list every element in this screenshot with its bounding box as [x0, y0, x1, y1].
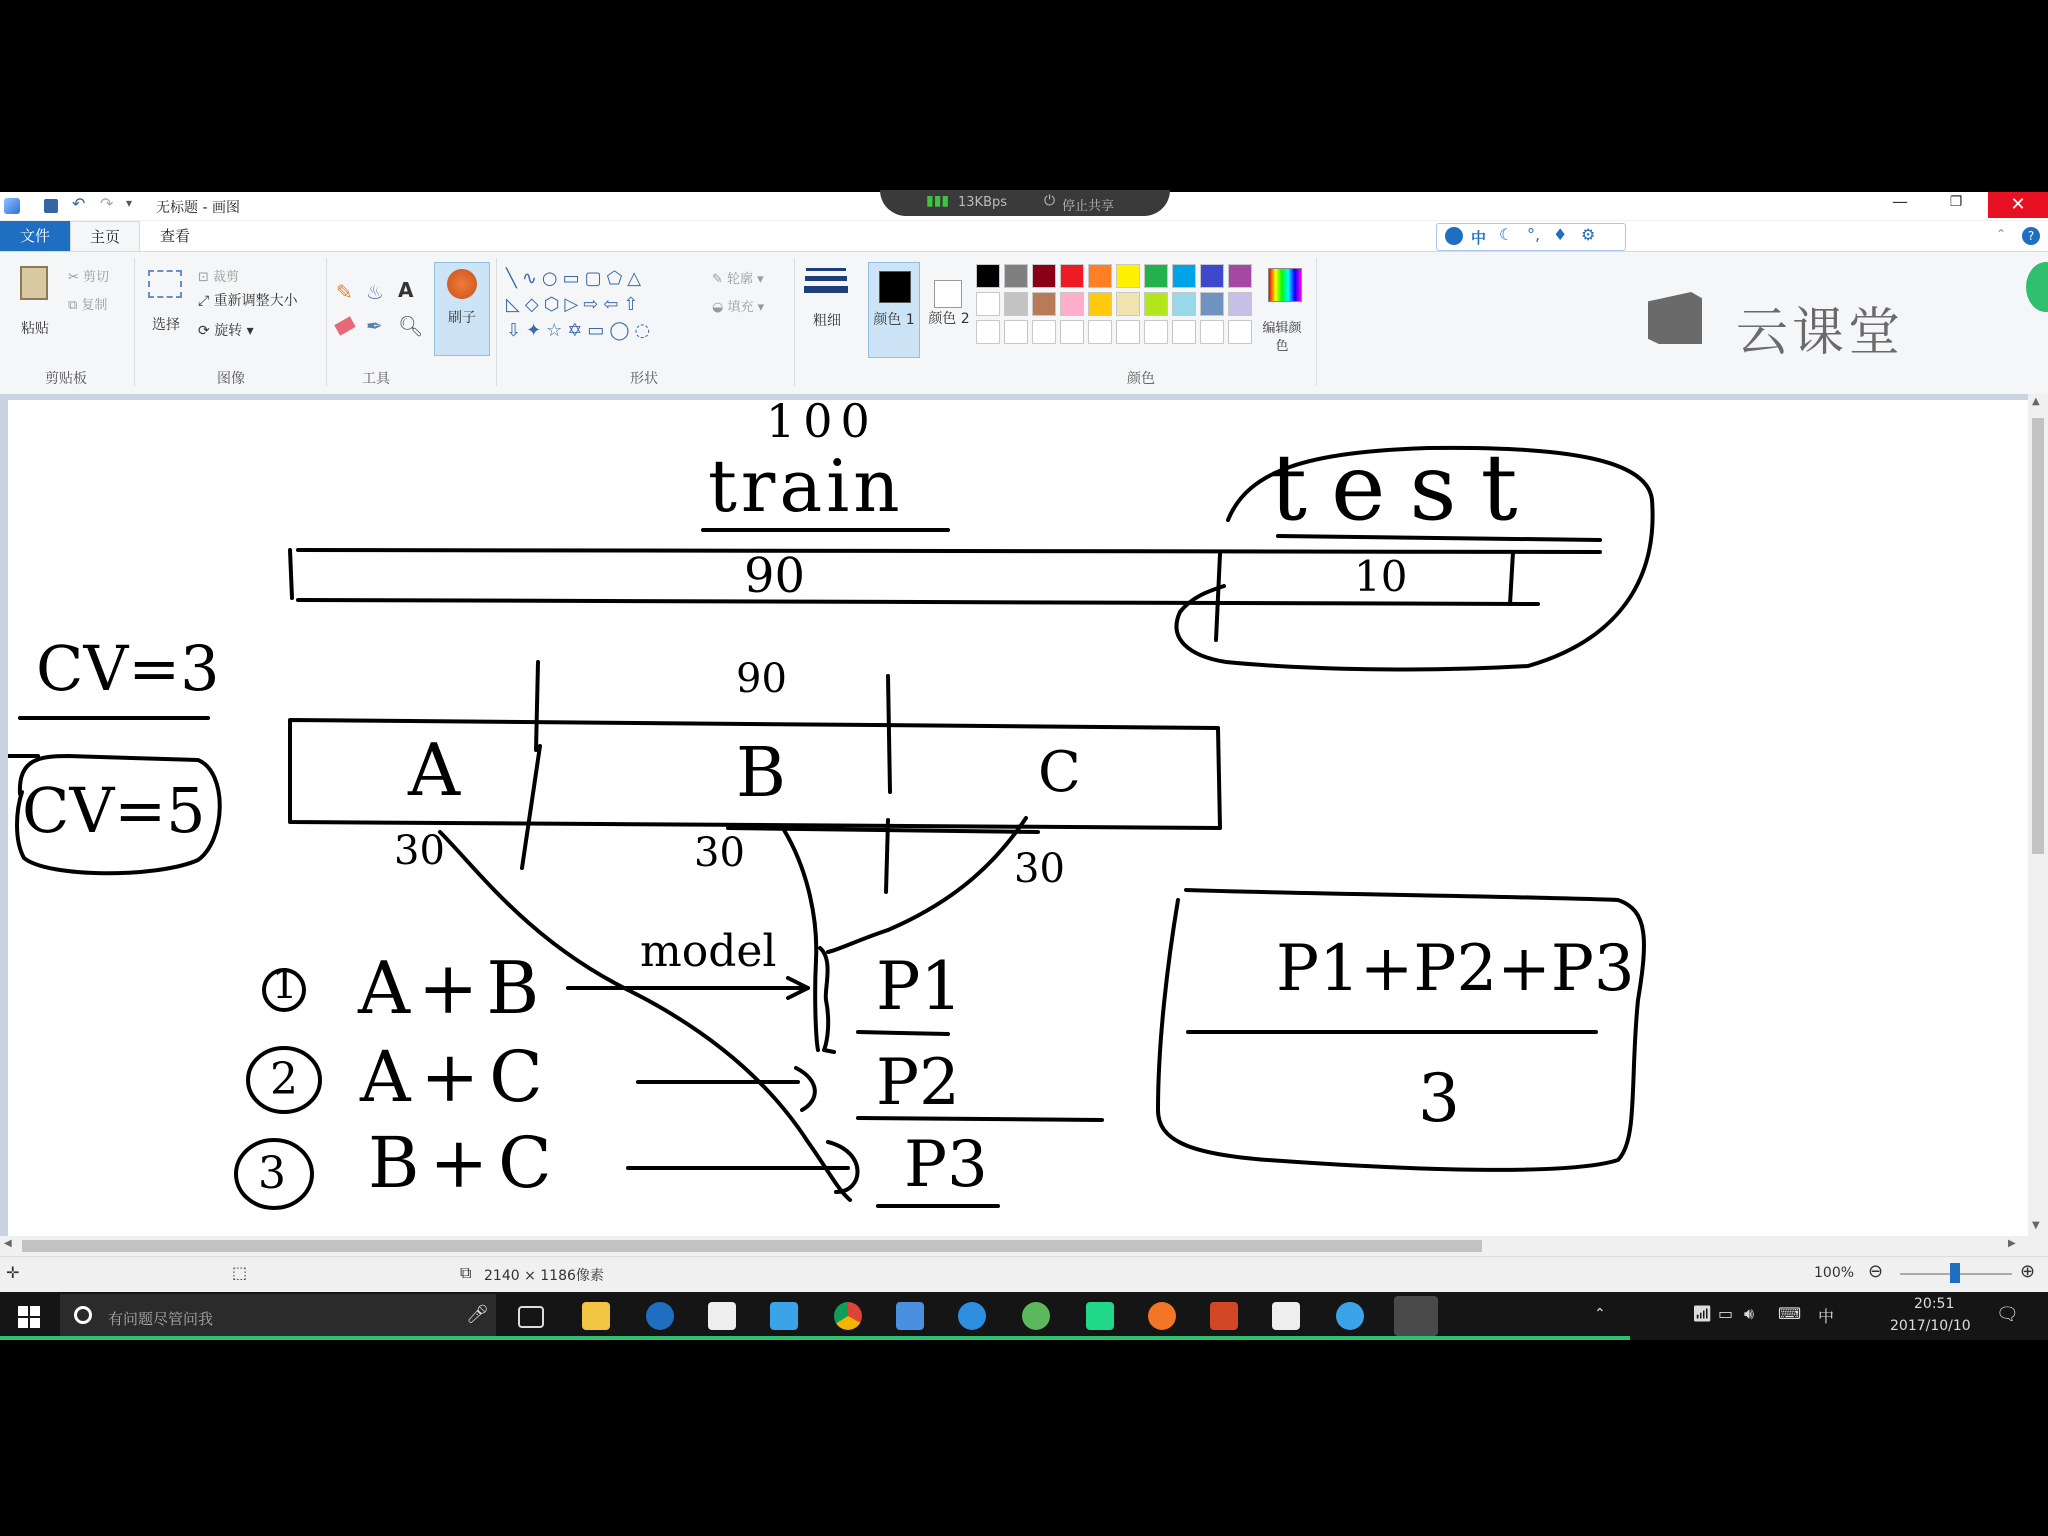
color2-label: 颜色 2	[928, 311, 970, 327]
shapes-gallery[interactable]	[506, 266, 696, 346]
color-swatch[interactable]	[1144, 320, 1168, 344]
p3-label: P3	[904, 1128, 988, 1202]
color2-swatch	[934, 280, 962, 308]
window-title: 无标题 - 画图	[156, 200, 240, 216]
color-swatch[interactable]	[1228, 320, 1252, 344]
color-swatch[interactable]	[1200, 264, 1224, 288]
color1-button[interactable]	[868, 262, 920, 358]
image-group-label: 图像	[217, 371, 245, 387]
color2-button[interactable]	[924, 262, 976, 358]
color-swatch[interactable]	[1004, 320, 1028, 344]
mail-icon[interactable]	[896, 1302, 924, 1330]
cortana-circle-icon	[74, 1306, 92, 1324]
pencil-icon[interactable]: ✎	[336, 280, 353, 304]
color-swatch[interactable]	[1060, 264, 1084, 288]
search-placeholder: 有问题尽管问我	[108, 1310, 214, 1328]
train-label: train	[708, 444, 904, 528]
settings-gear-icon[interactable]: ⚙	[1581, 225, 1596, 244]
color-swatch[interactable]	[1116, 264, 1140, 288]
shapes-row: ⇩✦☆✡▭◯◌	[506, 320, 656, 341]
color-wheel-icon	[1268, 268, 1302, 302]
tab-view[interactable]: 查看	[159, 227, 190, 245]
row1-number: 1	[272, 962, 298, 1008]
pycharm-icon[interactable]	[1086, 1302, 1114, 1330]
color-swatch[interactable]	[1172, 320, 1196, 344]
brushes-button[interactable]	[434, 262, 490, 356]
user-icon[interactable]	[1445, 227, 1463, 245]
color-swatch[interactable]	[976, 320, 1000, 344]
file-explorer-icon[interactable]	[582, 1302, 610, 1330]
copy-label: 复制	[81, 298, 108, 313]
watermark-text: 云课堂	[1736, 303, 1905, 363]
color-swatch[interactable]	[1144, 292, 1168, 316]
qq-browser-icon[interactable]	[770, 1302, 798, 1330]
outline-button[interactable]: ✎ 轮廓 ▾	[712, 272, 764, 287]
system-tray-chevron-icon[interactable]: ⌃	[1594, 1306, 1606, 1322]
paint-taskbar-icon[interactable]	[1394, 1296, 1438, 1336]
select-label: 选择	[152, 317, 180, 333]
save-icon[interactable]	[44, 199, 58, 213]
color-swatch[interactable]	[1088, 320, 1112, 344]
resize-label: 重新调整大小	[213, 293, 298, 309]
arrow-3	[628, 1142, 858, 1192]
color-swatch[interactable]	[1032, 264, 1056, 288]
punctuation-icon[interactable]: °,	[1527, 225, 1541, 244]
color-swatch[interactable]	[1200, 320, 1224, 344]
curve-b	[784, 830, 818, 1050]
color1-label: 颜色 1	[873, 312, 915, 328]
clock-date[interactable]: 2017/10/10	[1890, 1318, 1971, 1334]
fold-divider-1	[522, 662, 540, 868]
handwriting-layer	[8, 400, 2028, 1238]
outline-label: 轮廓	[727, 272, 754, 287]
size-label: 粗细	[813, 313, 841, 329]
canvas-dimensions: 2140 × 1186像素	[484, 1268, 604, 1284]
split-count: 90	[736, 656, 787, 702]
scroll-up-icon[interactable]: ▲	[2032, 396, 2040, 407]
tools-group-label: 工具	[362, 371, 390, 387]
share-speed: 13KBps	[958, 195, 1008, 210]
360-browser-icon[interactable]	[1022, 1302, 1050, 1330]
start-windows-icon[interactable]	[18, 1306, 40, 1328]
sogou-browser-icon[interactable]	[958, 1302, 986, 1330]
selection-size-icon: ⬚	[232, 1263, 248, 1282]
clipboard-icon	[20, 266, 48, 300]
row3-number: 3	[258, 1148, 286, 1199]
test-label: test	[1270, 434, 1542, 541]
cut-label: 剪切	[83, 270, 110, 285]
fold-c-count: 30	[1014, 846, 1065, 892]
side-badge[interactable]	[2026, 262, 2048, 312]
zoom-in-icon[interactable]: ⊕	[2020, 1261, 2036, 1282]
stop-share-button[interactable]: 停止共享	[1062, 199, 1115, 214]
drawing-canvas[interactable]	[8, 394, 2028, 1238]
horizontal-scroll-thumb[interactable]	[22, 1240, 1482, 1252]
row1-expression: A+B	[358, 946, 548, 1030]
redo-icon[interactable]: ↷	[100, 194, 114, 213]
crop-button[interactable]: ⊡ 裁剪	[198, 270, 240, 285]
color-swatch[interactable]	[1060, 292, 1084, 316]
rotate-label: 旋转	[214, 323, 243, 339]
fill-label: 填充	[727, 300, 754, 315]
color-swatch[interactable]	[1004, 292, 1028, 316]
color-swatch[interactable]	[1088, 264, 1112, 288]
paint-app-icon[interactable]	[4, 198, 20, 214]
powerpoint-icon[interactable]	[1210, 1302, 1238, 1330]
fold-c-label: C	[1038, 740, 1081, 805]
help-icon[interactable]: ?	[2022, 227, 2040, 245]
fill-bucket-icon[interactable]: ♨	[366, 280, 384, 304]
battery-icon[interactable]: ▭	[1718, 1304, 1734, 1323]
curve-c	[828, 818, 1026, 952]
select-rectangle-icon	[148, 270, 182, 298]
screen-share-bar	[880, 190, 1170, 216]
color-swatch[interactable]	[1172, 264, 1196, 288]
clipboard-group-label: 剪贴板	[45, 371, 87, 387]
fill-button[interactable]: ◒ 填充 ▾	[712, 300, 765, 315]
copy-button[interactable]: ⧉ 复制	[68, 298, 108, 313]
skin-icon[interactable]: ♦	[1553, 225, 1568, 244]
shapes-group-label: 形状	[630, 371, 658, 387]
camtasia-icon[interactable]	[1272, 1302, 1300, 1330]
zoom-slider-thumb[interactable]	[1950, 1263, 1960, 1283]
close-button[interactable]: ✕	[1988, 192, 2048, 218]
color-swatch[interactable]	[1116, 292, 1140, 316]
test-divider	[1216, 554, 1220, 640]
chrome-icon[interactable]	[834, 1302, 862, 1330]
clock-time[interactable]: 20:51	[1914, 1296, 1955, 1312]
task-view-icon[interactable]	[518, 1306, 544, 1328]
paste-label: 粘贴	[21, 321, 49, 337]
restore-button[interactable]: ❐	[1949, 194, 1963, 210]
ime-chinese-icon[interactable]: 中	[1471, 229, 1487, 247]
color-swatch[interactable]	[1228, 264, 1252, 288]
watermark-logo	[1648, 286, 1918, 363]
size-button[interactable]	[800, 266, 854, 358]
row2-expression: A+C	[360, 1036, 553, 1118]
vertical-scrollbar[interactable]	[2028, 394, 2048, 1244]
edge-icon[interactable]	[646, 1302, 674, 1330]
train-count: 90	[744, 548, 806, 604]
taskbar-progress	[0, 1336, 1630, 1340]
store-icon[interactable]	[708, 1302, 736, 1330]
book-icon	[1648, 292, 1702, 344]
separator	[1316, 258, 1317, 386]
color-swatch[interactable]	[976, 264, 1000, 288]
text-icon[interactable]: A	[398, 278, 414, 302]
color-swatch[interactable]	[976, 292, 1000, 316]
color-swatch[interactable]	[1060, 320, 1084, 344]
color-swatch[interactable]	[1032, 320, 1056, 344]
microphone-icon[interactable]: 🎤︎	[466, 1304, 489, 1325]
eraser-icon[interactable]	[334, 316, 356, 335]
color-swatch[interactable]	[1228, 292, 1252, 316]
scroll-down-icon[interactable]: ▼	[2032, 1220, 2040, 1231]
top-bar-right	[1510, 552, 1513, 604]
separator	[326, 258, 327, 386]
formula-denominator: 3	[1418, 1060, 1460, 1137]
fold-divider-2	[886, 676, 890, 892]
arrow-2	[638, 1068, 815, 1110]
signal-icon: ▮▮▮	[926, 193, 950, 209]
fold-a-label: A	[408, 728, 460, 812]
separator	[134, 258, 135, 386]
undo-icon[interactable]: ↶	[72, 194, 86, 213]
p1-underline	[858, 1032, 948, 1034]
notification-icon[interactable]: 🗨︎	[1996, 1304, 2019, 1325]
magnifier-icon[interactable]: 🔍︎	[398, 314, 424, 338]
crop-label: 裁剪	[213, 270, 240, 285]
volume-icon[interactable]: 🔊︎	[1744, 1304, 1755, 1323]
vertical-scroll-thumb[interactable]	[2032, 418, 2044, 854]
fold-b-label: B	[736, 734, 786, 813]
cut-button[interactable]: ✂ 剪切	[68, 270, 110, 285]
shapes-row: ╲∿○▭▢⬠△	[506, 268, 647, 289]
ribbon-tabs	[0, 221, 2048, 251]
jupyter-icon[interactable]	[1148, 1302, 1176, 1330]
cursor-position-icon: ✛	[6, 1263, 20, 1282]
zoom-level: 100%	[1814, 1265, 1855, 1281]
brush-icon	[447, 269, 477, 299]
p1-label: P1	[876, 948, 963, 1025]
line-size-icon	[806, 268, 846, 271]
customize-quick-access-icon[interactable]: ▾	[126, 196, 133, 210]
color-swatch[interactable]	[1144, 264, 1168, 288]
horizontal-scrollbar[interactable]	[0, 1236, 2048, 1256]
color-swatch[interactable]	[1004, 264, 1028, 288]
colors-group-label: 颜色	[1127, 371, 1155, 387]
fold-b-count: 30	[694, 830, 745, 876]
top-bar-bottom	[298, 600, 1538, 604]
taskbar	[0, 1292, 2048, 1340]
model-label: model	[640, 926, 777, 977]
select-button[interactable]	[144, 268, 188, 360]
separator	[496, 258, 497, 386]
fold-a-count: 30	[394, 828, 445, 874]
search-box[interactable]	[60, 1294, 496, 1338]
row2-number: 2	[270, 1054, 298, 1105]
brushes-label: 刷子	[448, 310, 476, 326]
power-icon[interactable]: ⏻	[1044, 193, 1056, 209]
total-count: 100	[766, 394, 878, 448]
moon-icon[interactable]: ☾	[1499, 225, 1514, 244]
color-swatch[interactable]	[1088, 292, 1112, 316]
edit-colors-label: 编辑颜色	[1262, 321, 1302, 354]
separator	[794, 258, 795, 386]
meeting-app-icon[interactable]	[1336, 1302, 1364, 1330]
keyboard-icon[interactable]: ⌨	[1778, 1304, 1802, 1323]
canvas-size-icon: ⧉	[460, 1263, 472, 1282]
top-bar-left	[290, 550, 292, 598]
ime-toolbar[interactable]	[1436, 223, 1626, 251]
color-palette[interactable]	[976, 264, 1256, 348]
p2-label: P2	[876, 1046, 960, 1120]
minimize-button[interactable]: —	[1892, 192, 1908, 211]
formula-numerator: P1+P2+P3	[1276, 932, 1635, 1006]
status-bar	[0, 1256, 2048, 1293]
scroll-left-icon[interactable]: ◀	[4, 1238, 12, 1249]
scroll-right-icon[interactable]: ▶	[2008, 1238, 2016, 1249]
color-swatch[interactable]	[1116, 320, 1140, 344]
row3-expression: B+C	[368, 1122, 562, 1204]
rotate-button[interactable]: ⟳ 旋转 ▾	[198, 323, 254, 339]
test-count: 10	[1354, 552, 1408, 601]
arrow-1	[568, 978, 808, 998]
fold-box-bottom-extra	[728, 828, 1038, 832]
cv5-label: CV=5	[22, 774, 206, 847]
color-picker-icon[interactable]: ✒	[366, 314, 383, 338]
color-swatch[interactable]	[1172, 292, 1196, 316]
tab-home[interactable]: 主页	[70, 221, 140, 251]
zoom-out-icon[interactable]: ⊖	[1868, 1261, 1884, 1282]
bracket-1	[820, 948, 834, 1052]
paste-button[interactable]	[12, 264, 58, 356]
edit-colors-button[interactable]	[1260, 262, 1308, 358]
shapes-row: ◺◇⬡▷⇨⇦⇧	[506, 294, 644, 315]
network-icon[interactable]: 📶︎	[1692, 1304, 1713, 1323]
color-swatch[interactable]	[1200, 292, 1224, 316]
ribbon	[0, 251, 2048, 395]
color-swatch[interactable]	[1032, 292, 1056, 316]
collapse-ribbon-icon[interactable]: ⌃	[1996, 227, 2007, 241]
tab-file[interactable]: 文件	[0, 221, 70, 251]
cv3-label: CV=3	[36, 632, 220, 705]
resize-button[interactable]: ⤢ 重新调整大小	[198, 293, 298, 309]
color1-swatch	[879, 271, 911, 303]
ime-indicator[interactable]: 中	[1818, 1307, 1835, 1326]
